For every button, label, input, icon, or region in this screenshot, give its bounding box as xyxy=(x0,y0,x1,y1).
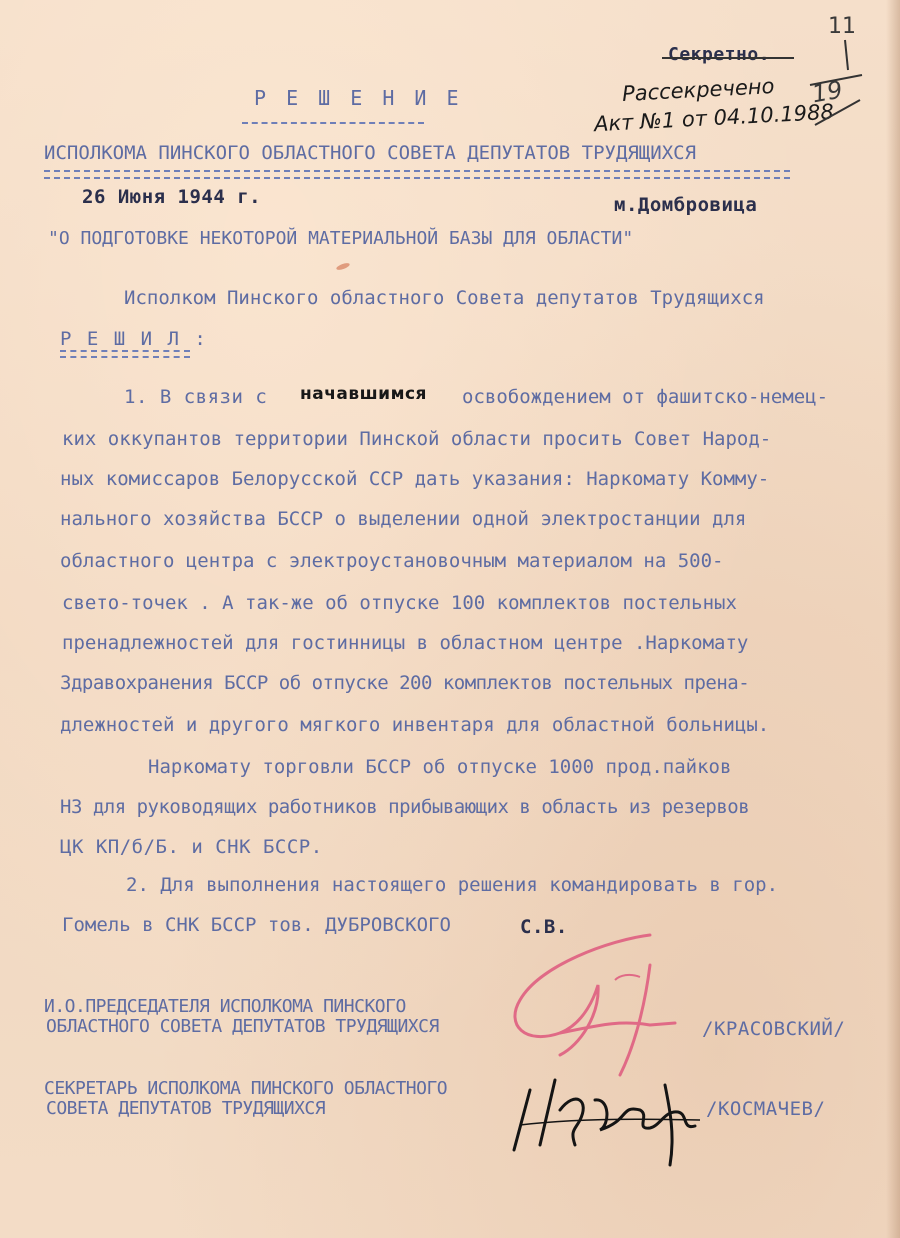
doc-type-title: Р Е Ш Е Н И Е xyxy=(254,86,463,110)
corner-mark-bottom: 19 xyxy=(809,75,845,109)
chair-title-line2: ОБЛАСТНОГО СОВЕТА ДЕПУТАТОВ ТРУДЯЩИХСЯ xyxy=(46,1016,439,1037)
p2-line-1: 2. Для выполнения настоящего решения командировать в гор. xyxy=(126,874,779,896)
p2-line-2: Гомель в СНК БССР тов. ДУБРОВСКОГО xyxy=(62,914,451,936)
p1b-line-2: НЗ для руководящих работников прибывающих в область из резервов xyxy=(60,796,750,818)
corner-tick-marks xyxy=(800,30,870,130)
secretary-name: /КОСМАЧЕВ/ xyxy=(706,1098,826,1120)
decision-subject: "О ПОДГОТОВКЕ НЕКОТОРОЙ МАТЕРИАЛЬНОЙ БАЗЫ ДЛЯ ОБЛАСТИ" xyxy=(48,228,634,249)
issuer-line: ИСПОЛКОМА ПИНСКОГО ОБЛАСТНОГО СОВЕТА ДЕПУТАТОВ ТРУДЯЩИХСЯ xyxy=(44,142,697,164)
p1-inserted-word: начавшимся xyxy=(300,384,427,404)
secret-stamp: Секретно. xyxy=(668,44,771,65)
preamble-text: Исполком Пинского областного Совета депутатов Трудящихся xyxy=(124,287,765,309)
corner-mark-top: 11 xyxy=(828,14,856,39)
p1-line-9: длежностей и другого мягкого инвентаря для областной больницы. xyxy=(60,714,770,736)
secretary-title-line2: СОВЕТА ДЕПУТАТОВ ТРУДЯЩИХСЯ xyxy=(46,1098,326,1119)
chair-name: /КРАСОВСКИЙ/ xyxy=(702,1018,846,1040)
p1-line-4: нального хозяйства БССР о выделении одной электростанции для xyxy=(60,508,747,530)
p1b-line-3: ЦК КП/б/Б. и СНК БССР. xyxy=(60,836,323,858)
ink-spot xyxy=(336,262,351,271)
issuer-underline-2 xyxy=(44,177,790,179)
p1-line-8: Здравохранения БССР об отпуске 200 комплектов постельных прена- xyxy=(60,672,750,694)
p1-line-2: ких оккупантов территории Пинской области просить Совет Народ- xyxy=(62,428,772,450)
p1-line-1-start: 1. В связи с xyxy=(124,386,268,408)
secretary-title-line1: СЕКРЕТАРЬ ИСПОЛКОМА ПИНСКОГО ОБЛАСТНОГО xyxy=(44,1078,448,1099)
page-edge-shadow xyxy=(886,0,900,1238)
p1-line-5: областного центра с электроустановочным материалом на 500- xyxy=(60,550,724,572)
p1-line-7: пренадлежностей для гостинницы в областном центре .Наркомату xyxy=(62,632,749,654)
chair-title-line1: И.О.ПРЕДСЕДАТЕЛЯ ИСПОЛКОМА ПИНСКОГО xyxy=(44,996,406,1017)
decided-underline-1 xyxy=(60,350,190,352)
p1b-line-1: Наркомату торговли БССР об отпуске 1000 прод.пайков xyxy=(148,756,732,778)
decided-heading: Р Е Ш И Л : xyxy=(60,328,208,350)
declassified-line1: Рассекречено xyxy=(621,74,775,106)
doc-type-underline xyxy=(242,122,424,124)
decision-place: м.Домбровица xyxy=(614,194,758,216)
p1-line-3: ных комиссаров Белорусской ССР дать указания: Наркомату Комму- xyxy=(60,468,770,490)
decided-underline-2 xyxy=(60,356,190,358)
p1-line-1-end: освобождением от фашитско-немец- xyxy=(462,386,829,408)
secretary-signature xyxy=(500,1070,710,1170)
secret-strike-line xyxy=(662,57,794,59)
p1-line-6: свето-точек . А так-же об отпуске 100 комплектов постельных xyxy=(62,592,737,614)
p2-initials: С.В. xyxy=(520,916,568,938)
issuer-underline-1 xyxy=(44,170,790,172)
declassified-line2: Акт №1 от 04.10.1988 xyxy=(593,99,835,137)
chair-signature xyxy=(500,925,700,1085)
decision-date: 26 Июня 1944 г. xyxy=(82,186,262,208)
